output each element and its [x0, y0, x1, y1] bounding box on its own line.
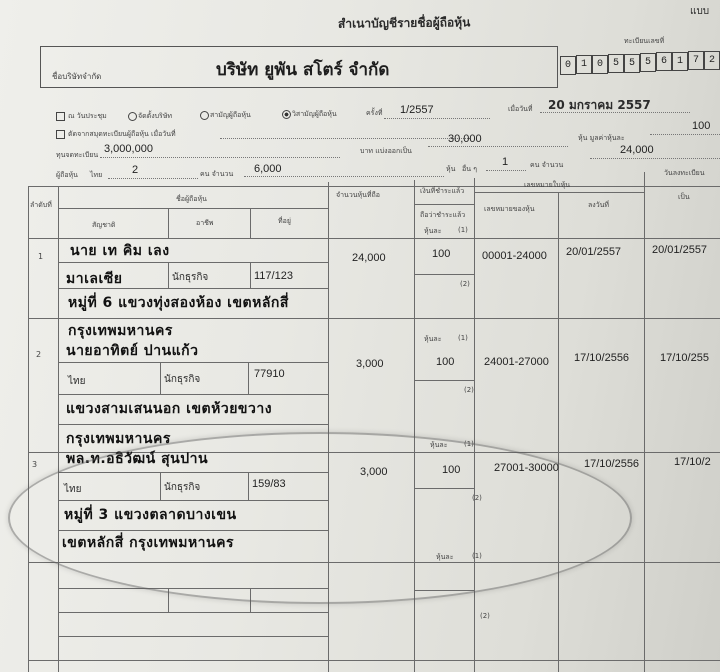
option-extraordinary-meeting: วิสามัญผู้ถือหุ้น [292, 110, 337, 118]
row2-no: 2 [36, 350, 42, 359]
row2-cert-range: 24001-27000 [484, 356, 549, 368]
row1-occupation: นักธุรกิจ [172, 272, 209, 283]
row1-name: นาย เท คิม เลง [70, 243, 170, 259]
row4-per-share-label: หุ้นละ [436, 553, 454, 561]
row4-mark1: (1) [472, 552, 482, 560]
option-incorporation: จัดตั้งบริษัท [138, 112, 173, 120]
registration-digit: 6 [656, 52, 672, 71]
registration-digit: 0 [560, 56, 576, 75]
header-paid-group: เงินที่ชำระแล้ว [420, 187, 465, 195]
row3-reg-date: 17/10/2 [674, 456, 711, 468]
form-corner-text: แบบ [690, 6, 710, 17]
registration-digit: 7 [688, 51, 704, 70]
row1-house-no: 117/123 [254, 270, 293, 282]
registration-digit: 5 [608, 54, 624, 73]
row3-house-no: 159/83 [252, 478, 286, 490]
row2-cert-date: 17/10/2556 [574, 352, 630, 364]
row1-address1: หมู่ที่ 6 แขวงทุ่งสองห้อง เขตหลักสี่ [68, 295, 289, 311]
row3-cert-range: 27001-30000 [494, 462, 559, 474]
capital-shares: 30,000 [448, 133, 482, 145]
form-title: สำเนาบัญชีรายชื่อผู้ถือหุ้น [337, 15, 471, 31]
row2-reg-date: 17/10/255 [660, 352, 709, 364]
row3-mark1: (1) [464, 440, 474, 448]
holders-thai-label: ไทย [90, 171, 103, 179]
round-value: 1/2557 [400, 104, 434, 116]
holders-other-label: อื่น ๆ [462, 165, 477, 173]
radio-incorporation [128, 112, 137, 121]
header-no: ลำดับที่ [30, 201, 52, 209]
header-cert-group: เลขหมายใบหุ้น [524, 181, 570, 189]
row2-mark2: (2) [464, 386, 474, 394]
header-paid-per-share: ถือว่าชำระแล้ว [420, 211, 466, 219]
capital-label: ทุนจดทะเบียน [56, 151, 99, 159]
registration-digit: 2 [704, 51, 720, 70]
row3-address1: หมู่ที่ 3 แขวงตลาดบางเขน [64, 507, 237, 523]
company-name: บริษัท ยูพัน สโตร์ จำกัด [216, 60, 390, 80]
row2-shares: 3,000 [356, 358, 384, 370]
registration-digit: 1 [672, 52, 688, 71]
highlight-oval [8, 432, 632, 604]
header-occupation: อาชีพ [196, 219, 214, 227]
row3-nationality: ไทย [64, 484, 82, 495]
row2-house-no: 77910 [254, 368, 285, 380]
checkbox-transfer [56, 130, 65, 139]
row2-name: นายอาทิตย์ ปานแก้ว [66, 343, 199, 359]
row3-name: พล.ท.อธิวัฒน์ สุนปาน [66, 451, 209, 467]
row1-nationality: มาเลเซีย [66, 271, 123, 287]
row1-cert-date: 20/01/2557 [566, 246, 622, 258]
row2-mark1: (1) [458, 334, 468, 342]
date-value: 20 มกราคม 2557 [548, 98, 651, 112]
holders-thai-shares: 6,000 [254, 163, 282, 175]
row1-mark1: (1) [458, 226, 468, 234]
header-cert-date: ลงวันที่ [588, 201, 610, 209]
row1-no: 1 [38, 252, 44, 261]
row1-address2: กรุงเทพมหานคร [68, 323, 173, 339]
row3-cert-date: 17/10/2556 [584, 458, 640, 470]
round-label: ครั้งที่ [366, 109, 383, 117]
row3-mark2: (2) [472, 494, 482, 502]
holders-thai-count: 2 [132, 164, 139, 176]
row2-occupation: นักธุรกิจ [164, 374, 201, 385]
row1-mark2: (2) [460, 280, 470, 288]
header-shares-held: จำนวนหุ้นที่ถือ [336, 191, 380, 199]
row4-mark2: (2) [480, 612, 490, 620]
option-ordinary-meeting: สามัญผู้ถือหุ้น [210, 111, 251, 119]
row1-paid: 100 [432, 248, 451, 260]
registration-digit: 1 [576, 55, 592, 74]
row1-reg-date: 20/01/2557 [652, 244, 708, 256]
holders-other-persons-label: คน จำนวน [530, 161, 564, 169]
company-label: ชื่อบริษัทจำกัด [52, 72, 102, 81]
header-reg-date-group: วันลงทะเบียน [664, 169, 705, 177]
header-nationality: สัญชาติ [92, 221, 116, 229]
row2-nationality: ไทย [68, 376, 86, 387]
row2-paid: 100 [436, 356, 455, 368]
capital-baht-label: บาท แบ่งออกเป็น [360, 147, 412, 155]
registration-digit: 5 [640, 53, 656, 72]
radio-ordinary-meeting [200, 111, 209, 120]
header-name: ชื่อผู้ถือหุ้น [176, 195, 207, 203]
row2-per-share-label: หุ้นละ [424, 335, 442, 343]
holders-shares-label: หุ้น [446, 165, 456, 173]
row2-address2: กรุงเทพมหานคร [66, 431, 171, 447]
row3-paid: 100 [442, 464, 461, 476]
row2-address1: แขวงสามเสนนอก เขตห้วยขวาง [66, 401, 273, 417]
registration-digit: 5 [624, 54, 640, 73]
row3-per-share-label: หุ้นละ [430, 441, 448, 449]
header-reg-date-sub: เป็น [678, 193, 690, 201]
row3-no: 3 [32, 460, 38, 469]
transfer-label: ตัดจากสมุดทะเบียนผู้ถือหุ้น เมื่อวันที่ [68, 130, 176, 138]
holders-persons-label: คน จำนวน [200, 170, 234, 178]
par-label: หุ้น มูลค่าหุ้นละ [578, 134, 625, 142]
registration-label: ทะเบียนเลขที่ [624, 37, 665, 45]
registration-digit: 0 [592, 55, 608, 74]
option-meeting: ณ วันประชุม [68, 112, 107, 120]
radio-extraordinary-meeting [282, 110, 291, 119]
capital-value: 3,000,000 [104, 143, 153, 155]
holders-other-count: 1 [502, 156, 509, 168]
checkbox-meeting [56, 112, 65, 121]
row3-shares: 3,000 [360, 466, 388, 478]
holders-other-shares: 24,000 [620, 144, 654, 156]
header-cert-no: เลขหมายของหุ้น [484, 205, 535, 213]
date-label: เมื่อวันที่ [508, 105, 533, 113]
par-value: 100 [692, 120, 711, 132]
row1-shares: 24,000 [352, 252, 386, 264]
row3-address2: เขตหลักสี่ กรุงเทพมหานคร [62, 535, 234, 551]
holders-label: ผู้ถือหุ้น [56, 171, 78, 179]
header-address: ที่อยู่ [278, 217, 291, 225]
row1-cert-range: 00001-24000 [482, 250, 547, 262]
row3-occupation: นักธุรกิจ [164, 482, 201, 493]
row1-per-share-label: หุ้นละ [424, 227, 442, 235]
